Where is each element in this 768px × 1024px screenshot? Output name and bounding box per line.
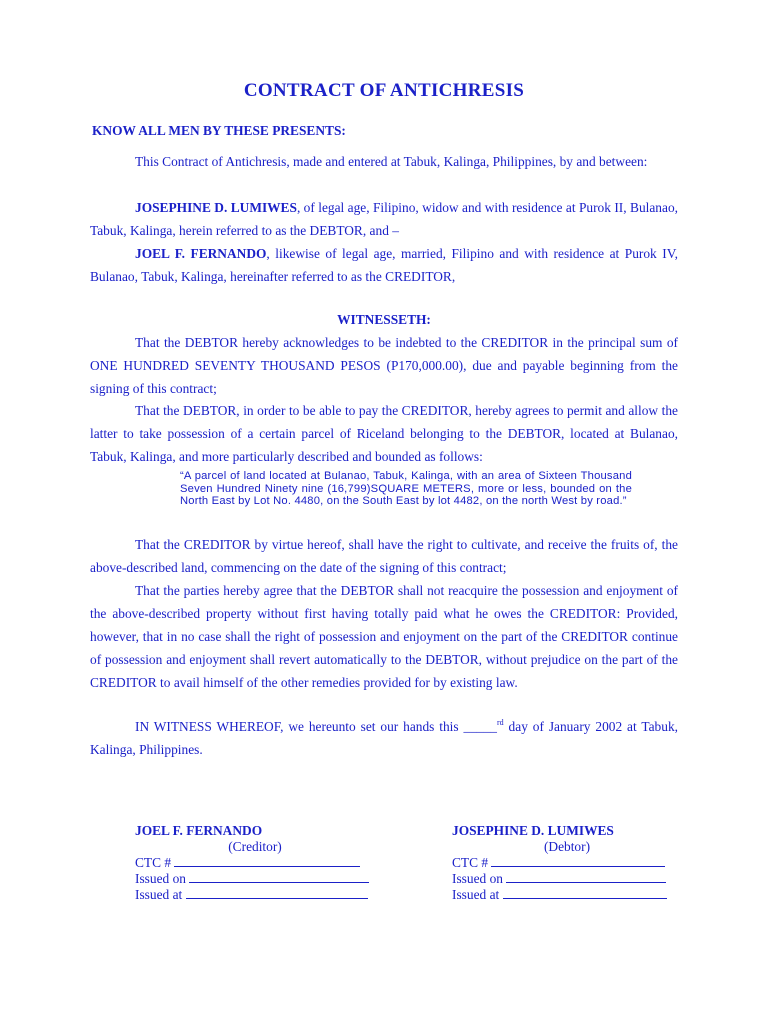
creditor-signature-name: JOEL F. FERNANDO bbox=[135, 823, 263, 838]
creditor-issued-on-line bbox=[189, 871, 369, 883]
witness-whereof-text: IN WITNESS WHEREOF, we hereunto set our hands this _____ bbox=[135, 719, 497, 734]
creditor-issued-at-line bbox=[186, 887, 368, 899]
debtor-issued-at-line bbox=[503, 887, 667, 899]
creditor-issued-at-field: Issued at bbox=[135, 887, 375, 903]
creditor-issued-on-field: Issued on bbox=[135, 871, 375, 887]
witness-whereof-paragraph bbox=[90, 716, 678, 762]
creditor-ctc-line bbox=[174, 855, 360, 867]
debtor-signature-block bbox=[452, 823, 682, 903]
witnesseth-heading: WITNESSETH: bbox=[337, 312, 431, 327]
witness-whereof-date: day of January 2002 at Tabuk, Kalinga, Philippines. bbox=[90, 719, 678, 757]
debtor-ctc-line bbox=[491, 855, 665, 867]
debtor-issued-on-field: Issued on bbox=[452, 871, 682, 887]
debtor-signature-name: JOSEPHINE D. LUMIWES bbox=[452, 823, 614, 838]
opening-paragraph: This Contract of Antichresis, made and entered at Tabuk, Kalinga, Philippines, by and between: bbox=[135, 154, 648, 169]
reacquire-paragraph: That the parties hereby agree that the DEBTOR shall not reacquire the possession and enjoyment of the above-described property without first having totally paid what he owes the CREDITOR: Provided, however, that in no case shall the right of possession and enjoyment on the part of the CREDITOR continue of possession and enjoyment shall revert automatically to the DEBTOR, without prejudice on the part of the CREDITOR to avail himself of the other remedies provided for by existing law. bbox=[90, 583, 678, 690]
debtor-description: , of legal age, Filipino, widow and with residence at Purok II, Bulanao, Tabuk, Kalinga, herein referred to as the DEBTOR, and – bbox=[90, 200, 678, 238]
creditor-role: (Creditor) bbox=[228, 839, 282, 854]
debtor-issued-at-field: Issued at bbox=[452, 887, 682, 903]
creditor-description: , likewise of legal age, married, Filipino and with residence at Purok IV, Bulanao, Tabuk, Kalinga, hereinafter referred to as the CREDITOR, bbox=[90, 246, 678, 284]
creditor-name: JOEL F. FERNANDO bbox=[135, 246, 267, 261]
debt-paragraph: That the DEBTOR hereby acknowledges to be indebted to the CREDITOR in the principal sum of ONE HUNDRED SEVENTY THOUSAND PESOS (P170,000.00), due and payable beginning from the signing of this contract; bbox=[90, 335, 678, 396]
creditor-paragraph bbox=[90, 243, 678, 289]
debtor-ctc-field: CTC # bbox=[452, 855, 682, 871]
creditor-signature-block bbox=[135, 823, 375, 903]
possession-paragraph: That the DEBTOR, in order to be able to pay the CREDITOR, hereby agrees to permit and allow the latter to take possession of a certain parcel of Riceland belonging to the DEBTOR, located at Bulanao, Tabuk, Kalinga, and more particularly described and bounded as follows: bbox=[90, 403, 678, 464]
cultivation-paragraph: That the CREDITOR by virtue hereof, shall have the right to cultivate, and receive the fruits of, the above-described land, commencing on the date of the signing of this contract; bbox=[90, 537, 678, 575]
debtor-paragraph bbox=[90, 197, 678, 243]
land-description-quote: “A parcel of land located at Bulanao, Tabuk, Kalinga, with an area of Sixteen Thousand Seven Hundred Ninety nine (16,799)SQUARE METERS, more or less, bounded on the North East by Lot No. 4480, on the South East by lot 4482, on the north West by road.” bbox=[180, 470, 632, 508]
debtor-name: JOSEPHINE D. LUMIWES bbox=[135, 200, 297, 215]
ordinal-suffix: rd bbox=[496, 718, 504, 727]
document-title: CONTRACT OF ANTICHRESIS bbox=[243, 80, 525, 101]
intro-heading: KNOW ALL MEN BY THESE PRESENTS: bbox=[92, 123, 346, 138]
creditor-ctc-field: CTC # bbox=[135, 855, 375, 871]
debtor-role: (Debtor) bbox=[543, 839, 591, 854]
debtor-issued-on-line bbox=[506, 871, 666, 883]
